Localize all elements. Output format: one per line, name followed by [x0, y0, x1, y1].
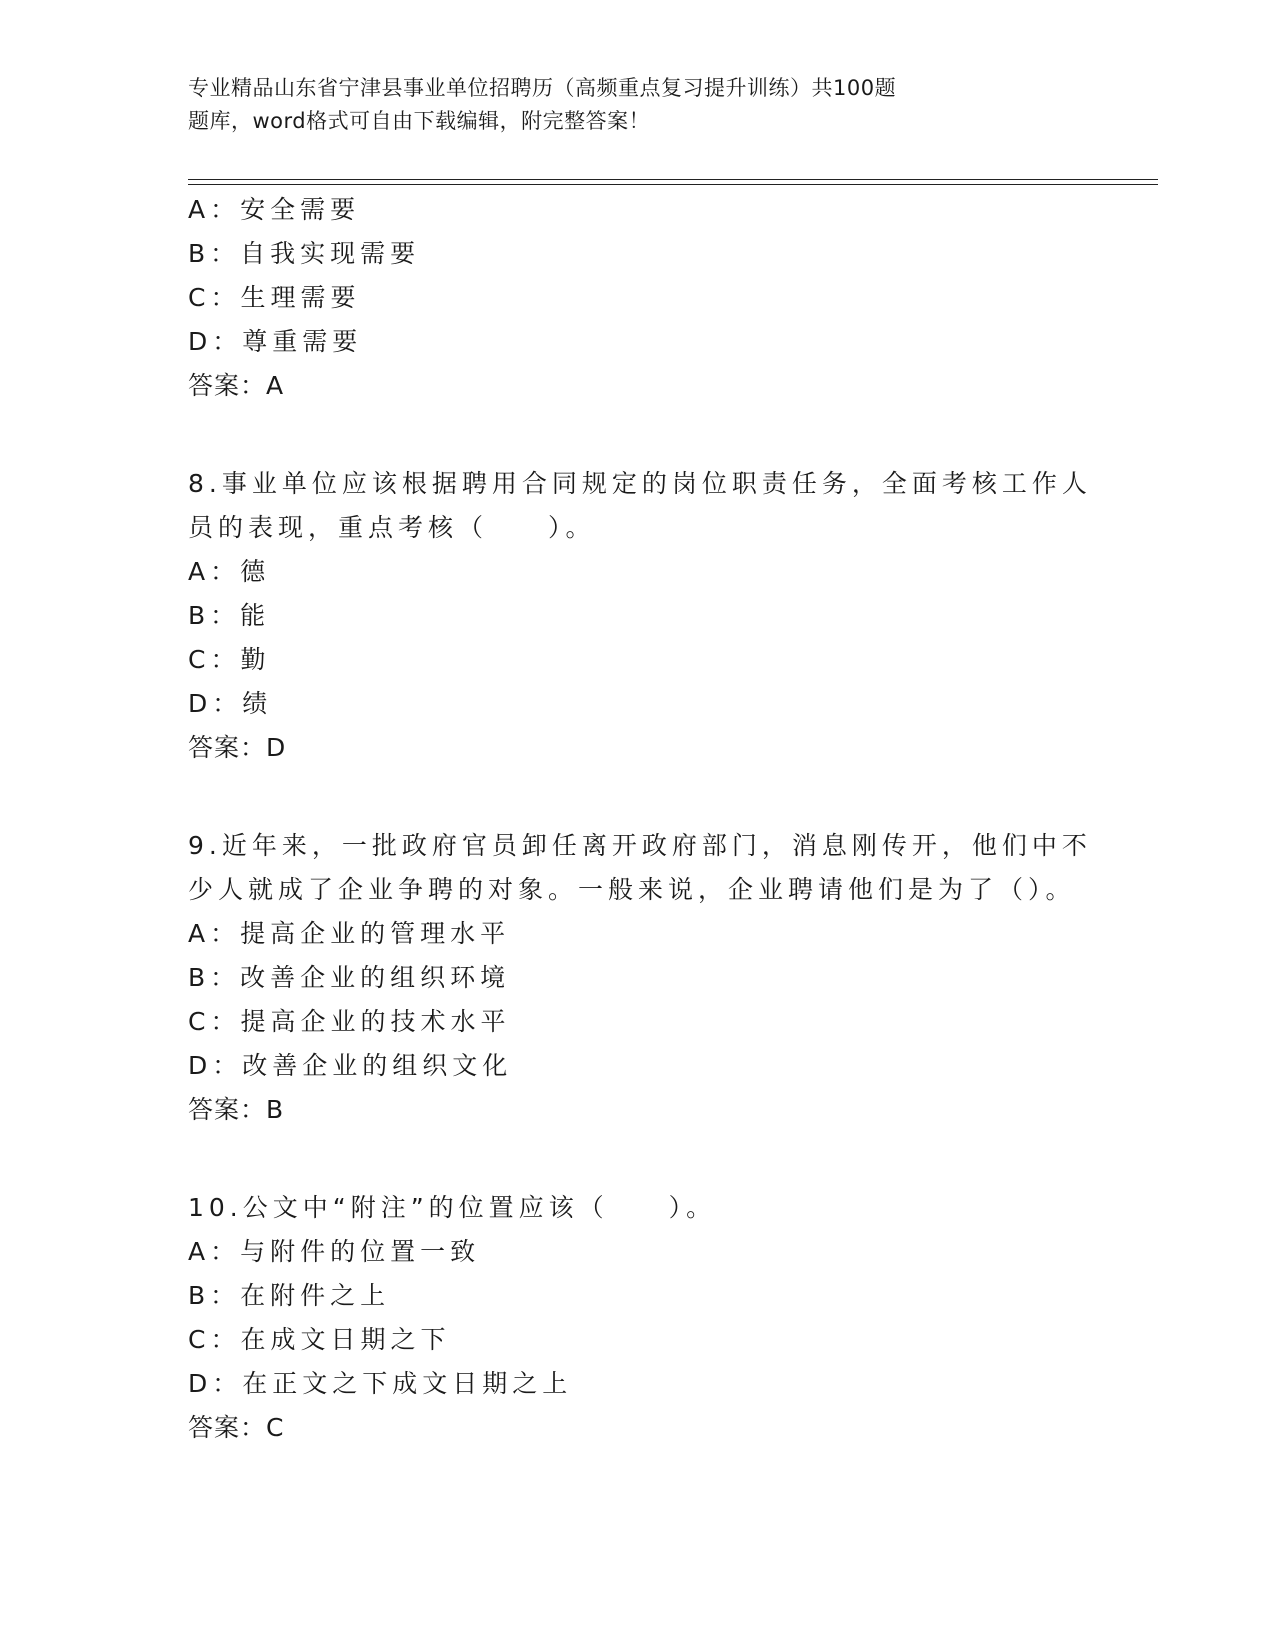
- q7-option-b: B：自我实现需要: [188, 239, 421, 268]
- q10-stem-line-1: 10.公文中“附注”的位置应该（ ）。: [188, 1193, 717, 1222]
- q9-stem-line-1: 9.近年来，一批政府官员卸任离开政府部门，消息刚传开，他们中不: [188, 831, 1092, 860]
- q8-stem-line-2: 员的表现，重点考核（ ）。: [188, 513, 596, 542]
- q9-option-a: A：提高企业的管理水平: [188, 919, 511, 948]
- q10-option-a: A：与附件的位置一致: [188, 1237, 481, 1266]
- q10-option-b: B：在附件之上: [188, 1281, 391, 1310]
- q9-stem-line-2: 少人就成了企业争聘的对象。一般来说，企业聘请他们是为了（）。: [188, 875, 1076, 904]
- q8-option-c: C：勤: [188, 645, 271, 674]
- q7-answer: 答案：A: [188, 371, 285, 400]
- header-divider-bottom: [188, 184, 1158, 185]
- q8-option-d: D：绩: [188, 689, 273, 718]
- q10-option-c: C：在成文日期之下: [188, 1325, 451, 1354]
- q9-answer: 答案：B: [188, 1095, 285, 1124]
- header-title-line-2: 题库，word格式可自由下载编辑，附完整答案！: [188, 109, 651, 133]
- q10-option-d: D：在正文之下成文日期之上: [188, 1369, 573, 1398]
- q8-option-a: A：德: [188, 557, 271, 586]
- q9-option-b: B：改善企业的组织环境: [188, 963, 511, 992]
- q7-option-d: D：尊重需要: [188, 327, 363, 356]
- q9-option-c: C：提高企业的技术水平: [188, 1007, 511, 1036]
- q9-option-d: D：改善企业的组织文化: [188, 1051, 513, 1080]
- q7-option-a: A：安全需要: [188, 195, 361, 224]
- q7-option-c: C：生理需要: [188, 283, 361, 312]
- q8-option-b: B：能: [188, 601, 271, 630]
- header-divider-top: [188, 179, 1158, 180]
- q8-answer: 答案：D: [188, 733, 287, 762]
- q10-answer: 答案：C: [188, 1413, 285, 1442]
- q8-stem-line-1: 8.事业单位应该根据聘用合同规定的岗位职责任务，全面考核工作人: [188, 469, 1092, 498]
- document-header: [188, 72, 1028, 138]
- header-title-line-1: 专业精品山东省宁津县事业单位招聘历（高频重点复习提升训练）共100题: [188, 76, 897, 100]
